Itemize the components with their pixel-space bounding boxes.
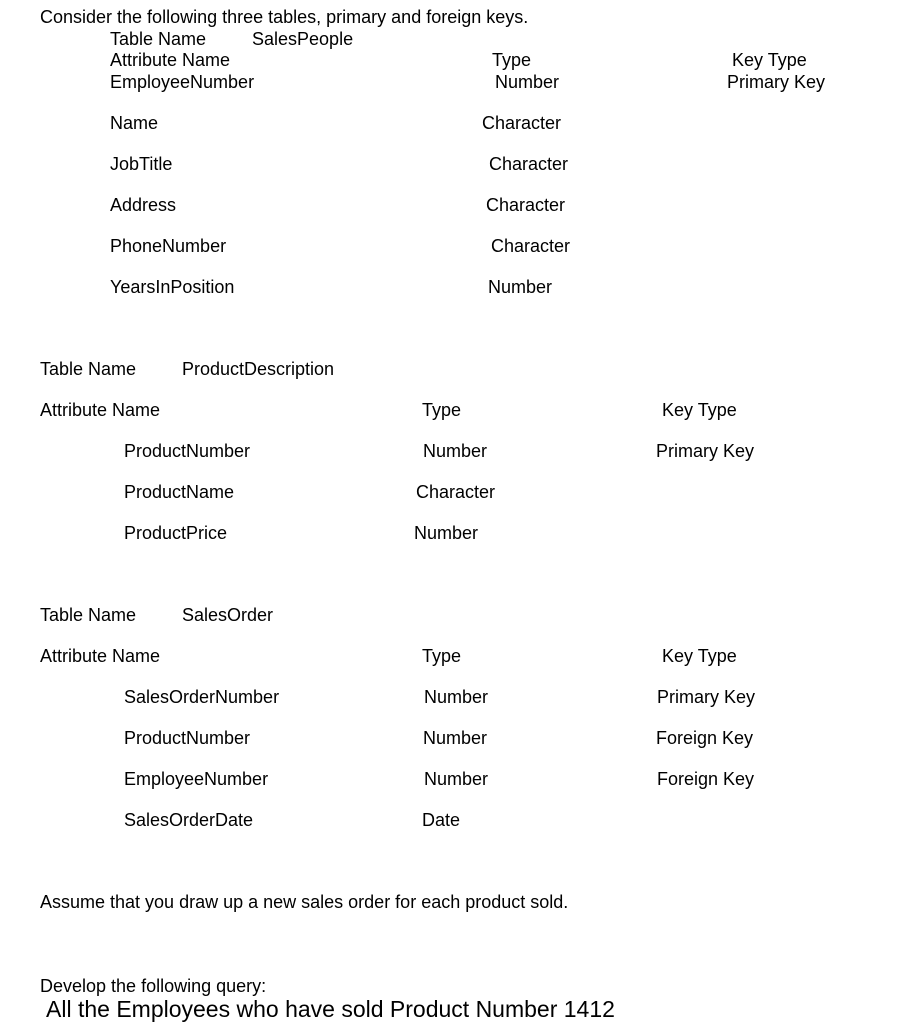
table-name-productdescription: ProductDescription <box>182 359 335 379</box>
table-name-label: Table Name <box>40 359 137 379</box>
attr-phonenumber: PhoneNumber <box>110 236 227 256</box>
table-name-label: Table Name <box>40 605 137 625</box>
table-name-label: Table Name <box>110 29 207 49</box>
type-address: Character <box>486 195 566 215</box>
attr-salesordernumber: SalesOrderNumber <box>124 687 280 707</box>
header-key-type: Key Type <box>732 50 807 70</box>
header-attribute-name: Attribute Name <box>110 50 231 70</box>
key-employeenumber: Primary Key <box>727 72 826 92</box>
intro-text: Consider the following three tables, primary and foreign keys. <box>40 7 529 27</box>
header-type: Type <box>492 50 532 70</box>
attr-address: Address <box>110 195 177 215</box>
type-salesordernumber: Number <box>424 687 489 707</box>
type-productname: Character <box>416 482 496 502</box>
key-productnumber-fk: Foreign Key <box>656 728 754 748</box>
query-text: All the Employees who have sold Product Number 1412 <box>46 996 615 1022</box>
header-attribute-name: Attribute Name <box>40 646 161 666</box>
attr-employeenumber: EmployeeNumber <box>110 72 255 92</box>
query-prompt: Develop the following query: <box>40 976 267 996</box>
attr-employeenumber-fk: EmployeeNumber <box>124 769 269 789</box>
attr-yearsinposition: YearsInPosition <box>110 277 235 297</box>
type-productnumber-fk: Number <box>423 728 488 748</box>
type-productnumber: Number <box>423 441 488 461</box>
attr-salesorderdate: SalesOrderDate <box>124 810 254 830</box>
type-name: Character <box>482 113 562 133</box>
key-productnumber: Primary Key <box>656 441 755 461</box>
type-phonenumber: Character <box>491 236 571 256</box>
header-type: Type <box>422 646 462 666</box>
attr-productprice: ProductPrice <box>124 523 228 543</box>
header-type: Type <box>422 400 462 420</box>
type-productprice: Number <box>414 523 479 543</box>
attr-productname: ProductName <box>124 482 235 502</box>
type-yearsinposition: Number <box>488 277 553 297</box>
attr-name: Name <box>110 113 159 133</box>
type-jobtitle: Character <box>489 154 569 174</box>
table-name-salesorder: SalesOrder <box>182 605 274 625</box>
type-salesorderdate: Date <box>422 810 461 830</box>
type-employeenumber-fk: Number <box>424 769 489 789</box>
assumption-text: Assume that you draw up a new sales order for each product sold. <box>40 892 569 912</box>
attr-productnumber-fk: ProductNumber <box>124 728 251 748</box>
header-attribute-name: Attribute Name <box>40 400 161 420</box>
key-employeenumber-fk: Foreign Key <box>657 769 755 789</box>
table-name-salespeople: SalesPeople <box>252 29 354 49</box>
attr-productnumber: ProductNumber <box>124 441 251 461</box>
type-employeenumber: Number <box>495 72 560 92</box>
header-key-type: Key Type <box>662 646 737 666</box>
key-salesordernumber: Primary Key <box>657 687 756 707</box>
attr-jobtitle: JobTitle <box>110 154 173 174</box>
header-key-type: Key Type <box>662 400 737 420</box>
